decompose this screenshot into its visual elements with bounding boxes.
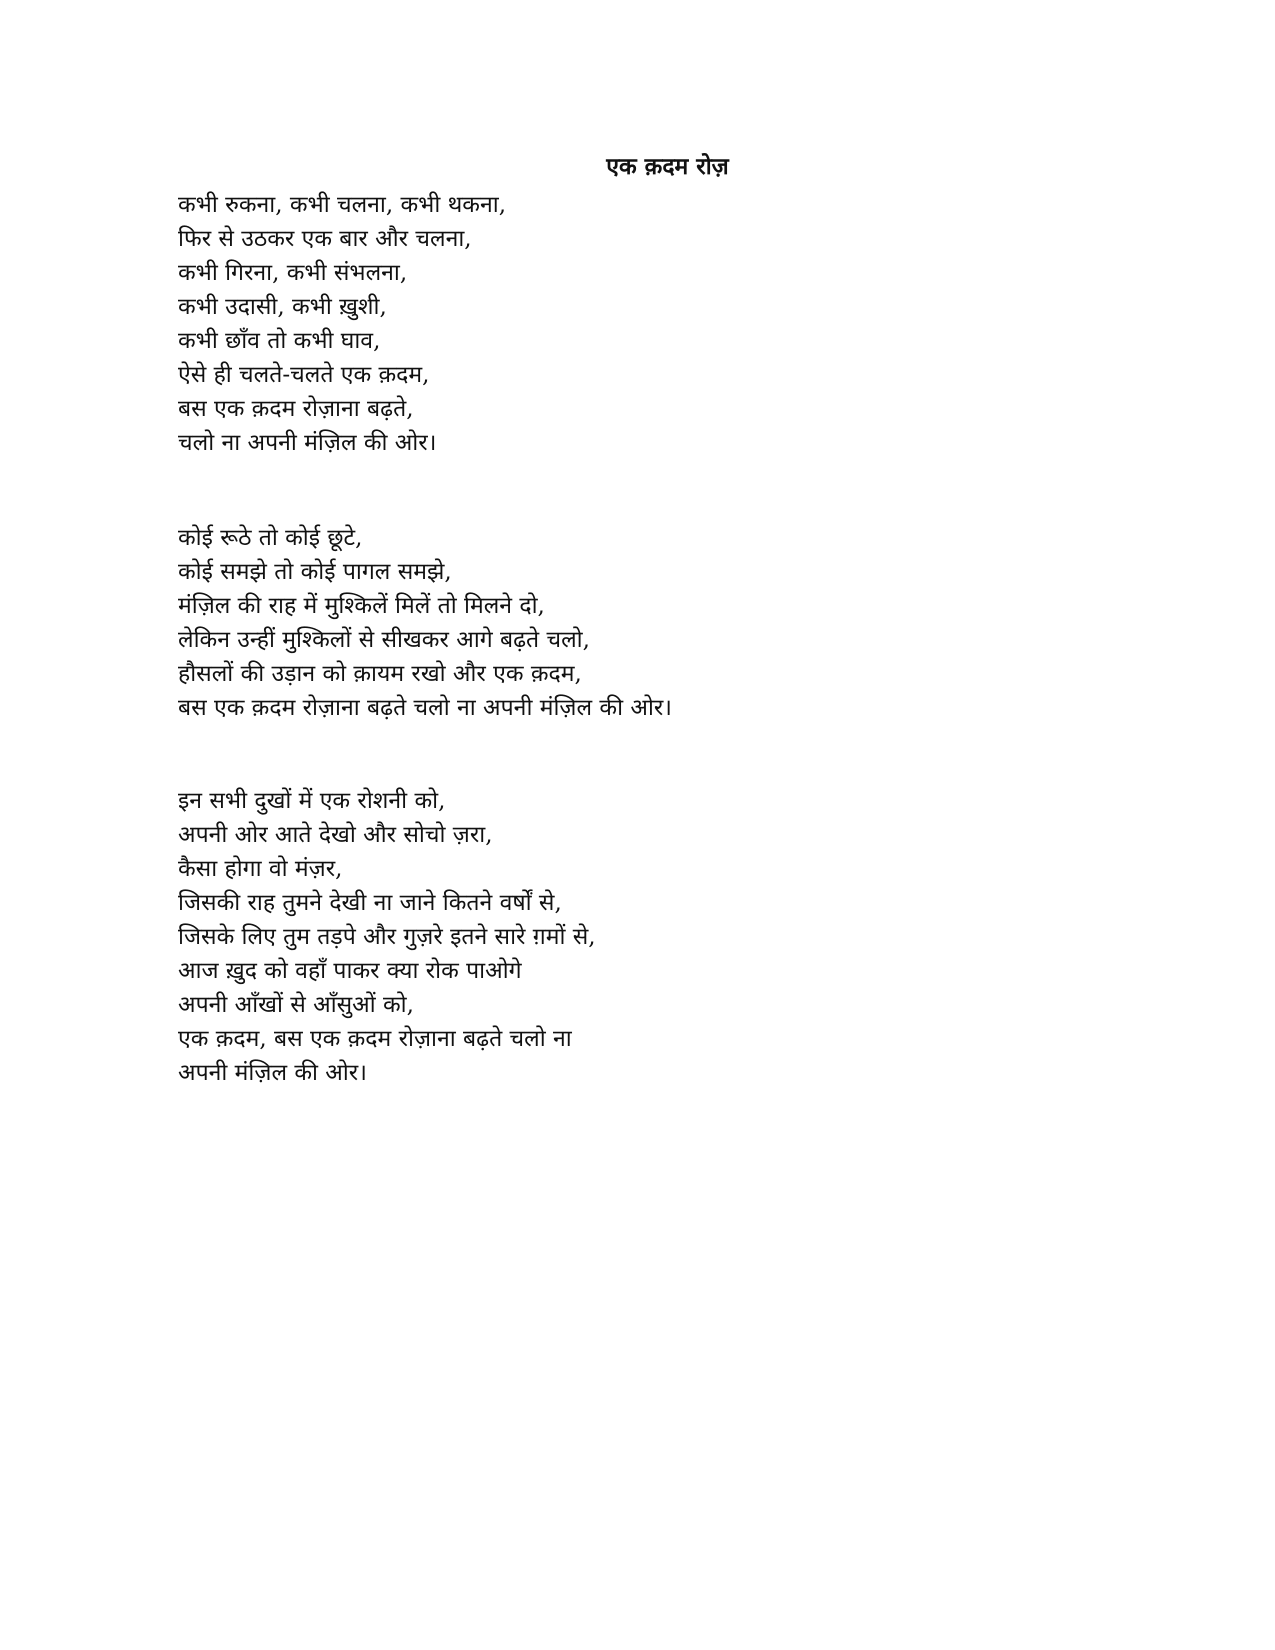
poem-line: अपनी ओर आते देखो और सोचो ज़रा, bbox=[178, 822, 493, 848]
poem-line: आज ख़ुद को वहाँ पाकर क्या रोक पाओगे bbox=[178, 958, 522, 984]
poem-title: एक क़दम रोज़ bbox=[606, 153, 729, 180]
poem-line: अपनी मंज़िल की ओर। bbox=[178, 1060, 367, 1086]
poem-line: कभी रुकना, कभी चलना, कभी थकना, bbox=[178, 192, 507, 218]
poem-line: कोई समझे तो कोई पागल समझे, bbox=[178, 559, 452, 585]
poem-line: मंज़िल की राह में मुश्किलें मिलें तो मिलने दो, bbox=[178, 593, 545, 619]
poem-line: ऐसे ही चलते-चलते एक क़दम, bbox=[178, 362, 430, 388]
poem-line: लेकिन उन्हीं मुश्किलों से सीखकर आगे बढ़ते चलो, bbox=[178, 627, 590, 653]
poem-line: इन सभी दुखों में एक रोशनी को, bbox=[178, 788, 446, 814]
stanza-2 bbox=[178, 521, 1078, 725]
stanza-1 bbox=[178, 188, 1078, 460]
poem-line: एक क़दम, बस एक क़दम रोज़ाना बढ़ते चलो ना bbox=[178, 1026, 572, 1052]
poem-line: जिसके लिए तुम तड़पे और गुज़रे इतने सारे ग़मों से, bbox=[178, 924, 596, 950]
poem-line: कभी छाँव तो कभी घाव, bbox=[178, 328, 381, 354]
poem-line: अपनी आँखों से आँसुओं को, bbox=[178, 992, 414, 1018]
poem-line: बस एक क़दम रोज़ाना बढ़ते, bbox=[178, 396, 414, 422]
poem-line: कोई रूठे तो कोई छूटे, bbox=[178, 525, 363, 551]
stanza-3 bbox=[178, 784, 1078, 1090]
poem-line: कैसा होगा वो मंज़र, bbox=[178, 856, 343, 882]
poem-line: बस एक क़दम रोज़ाना बढ़ते चलो ना अपनी मंज़िल की ओर। bbox=[178, 695, 672, 721]
poem-line: चलो ना अपनी मंज़िल की ओर। bbox=[178, 430, 437, 456]
poem-line: हौसलों की उड़ान को क़ायम रखो और एक क़दम, bbox=[178, 661, 582, 687]
poem-line: फिर से उठकर एक बार और चलना, bbox=[178, 226, 472, 252]
poem-line: जिसकी राह तुमने देखी ना जाने कितने वर्षों से, bbox=[178, 890, 562, 916]
poem-line: कभी उदासी, कभी ख़ुशी, bbox=[178, 294, 387, 320]
poem-line: कभी गिरना, कभी संभलना, bbox=[178, 260, 408, 286]
